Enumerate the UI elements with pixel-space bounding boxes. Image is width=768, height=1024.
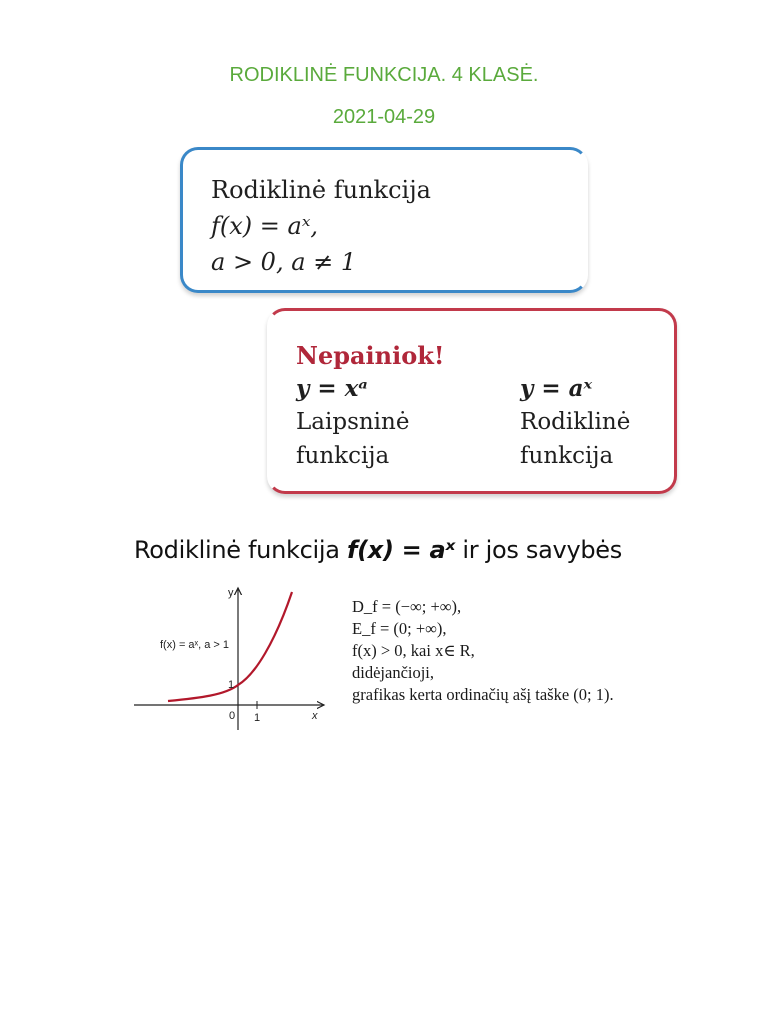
property-range: E_f = (0; +∞),	[352, 619, 447, 638]
property-positive: f(x) > 0, kai x∈ R,	[352, 641, 475, 660]
power-label-2: funkcija	[296, 443, 390, 469]
x-axis-label: x	[312, 710, 318, 722]
page-date: 2021-04-29	[332, 106, 436, 128]
exponential-label-1: Rodiklinė	[520, 409, 631, 435]
exponential-formula: y = aˣ	[520, 375, 593, 402]
section-heading-formula: f(x) = aˣ	[346, 536, 456, 564]
section-heading-text-2: ir jos savybės	[455, 536, 622, 564]
section-heading	[134, 536, 622, 564]
definition-condition: a > 0, a ≠ 1	[211, 248, 357, 276]
warning-title: Nepainiok!	[296, 341, 445, 370]
y-intercept-label: 1	[228, 679, 235, 691]
exponential-label-2: funkcija	[520, 443, 614, 469]
power-label-1: Laipsninė	[296, 409, 410, 435]
exponential-graph	[130, 582, 330, 732]
y-axis-label: y	[228, 587, 234, 599]
warning-box	[267, 308, 677, 494]
page-title: RODIKLINĖ FUNKCIJA. 4 KLASĖ.	[229, 64, 539, 86]
definition-box	[180, 147, 588, 293]
property-intercept: grafikas kerta ordinačių ašį taške (0; 1).	[352, 685, 614, 704]
properties-list	[352, 596, 614, 706]
origin-label: 0	[229, 710, 236, 722]
x-tick-label: 1	[254, 712, 261, 724]
property-domain: D_f = (−∞; +∞),	[352, 597, 462, 616]
property-increasing: didėjančioji,	[352, 663, 435, 682]
definition-formula: f(x) = aˣ,	[211, 212, 318, 240]
power-formula: y = xᵃ	[296, 375, 368, 402]
definition-line-1: Rodiklinė funkcija	[211, 176, 431, 204]
curve-label: f(x) = aˣ, a > 1	[160, 639, 230, 651]
section-heading-text-1: Rodiklinė funkcija	[134, 536, 347, 564]
